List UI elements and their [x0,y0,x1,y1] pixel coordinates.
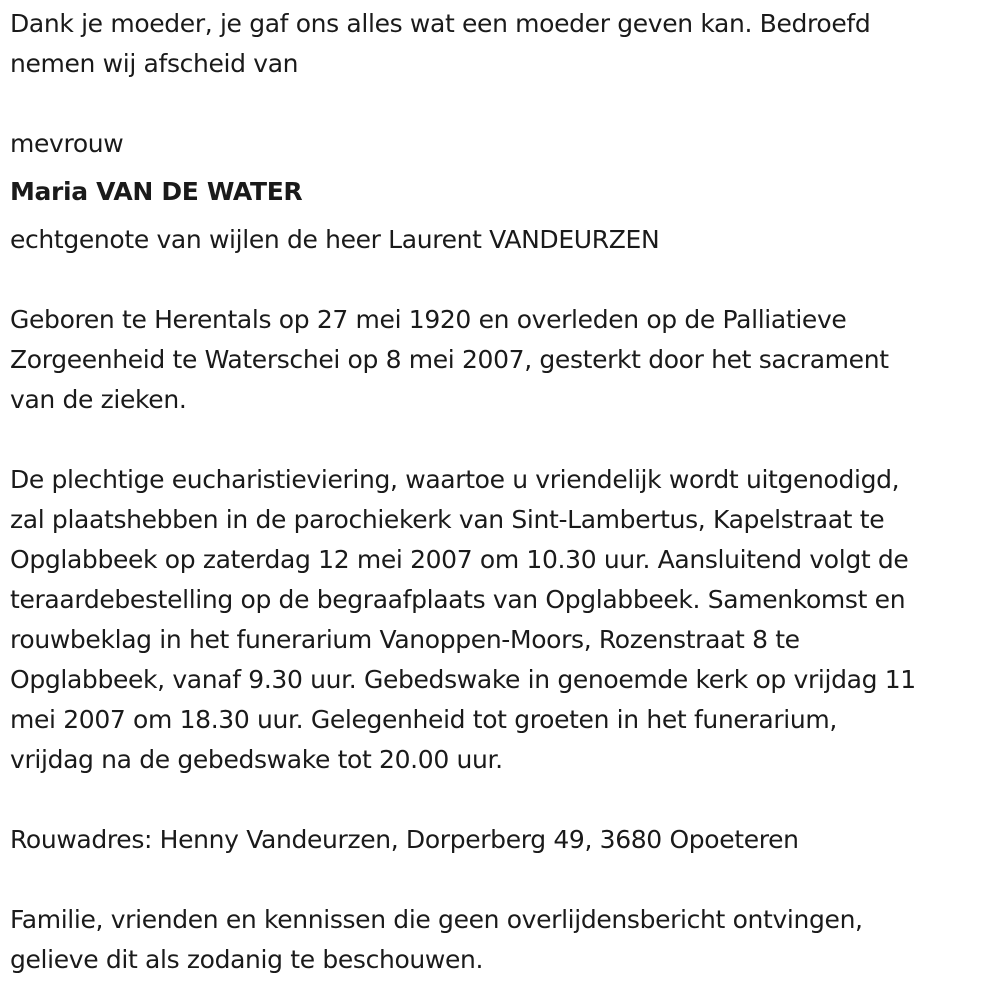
ceremony-line: De plechtige eucharistieviering, waartoe u vriendelijk wordt uitgenodigd, [10,465,900,494]
closing-line: Familie, vrienden en kennissen die geen overlijdensbericht ontvingen, [10,905,863,934]
deceased-name: Maria VAN DE WATER [10,177,303,206]
birth-death-line: van de zieken. [10,385,187,414]
birth-death-line: Zorgeenheid te Waterschei op 8 mei 2007, gesterkt door het sacrament [10,345,889,374]
ceremony-paragraph [10,460,990,780]
spacer [10,260,990,300]
closing-paragraph [10,900,990,980]
intro-line: Dank je moeder, je gaf ons alles wat een moeder geven kan. Bedroefd [10,9,871,38]
intro-paragraph [10,4,990,84]
birth-death-line: Geboren te Herentals op 27 mei 1920 en overleden op de Palliatieve [10,305,847,334]
ceremony-line: teraardebestelling op de begraafplaats van Opglabbeek. Samenkomst en [10,585,906,614]
ceremony-line: vrijdag na de gebedswake tot 20.00 uur. [10,745,503,774]
ceremony-line: Opglabbeek op zaterdag 12 mei 2007 om 10.30 uur. Aansluitend volgt de [10,545,909,574]
spacer [10,420,990,460]
address-line: Rouwadres: Henny Vandeurzen, Dorperberg 49, 3680 Opoeteren [10,825,799,854]
closing-line: gelieve dit als zodanig te beschouwen. [10,945,484,974]
birth-death-paragraph [10,300,990,420]
ceremony-line: zal plaatshebben in de parochiekerk van Sint-Lambertus, Kapelstraat te [10,505,885,534]
ceremony-line: Opglabbeek, vanaf 9.30 uur. Gebedswake in genoemde kerk op vrijdag 11 [10,665,916,694]
spacer [10,780,990,820]
spacer [10,84,990,124]
relation-line: echtgenote van wijlen de heer Laurent VANDEURZEN [10,225,660,254]
ceremony-line: rouwbeklag in het funerarium Vanoppen-Moors, Rozenstraat 8 te [10,625,800,654]
ceremony-line: mei 2007 om 18.30 uur. Gelegenheid tot groeten in het funerarium, [10,705,837,734]
spacer [10,860,990,900]
address-paragraph [10,820,990,860]
deceased-block [10,124,990,260]
honorific: mevrouw [10,129,124,158]
intro-line: nemen wij afscheid van [10,49,299,78]
